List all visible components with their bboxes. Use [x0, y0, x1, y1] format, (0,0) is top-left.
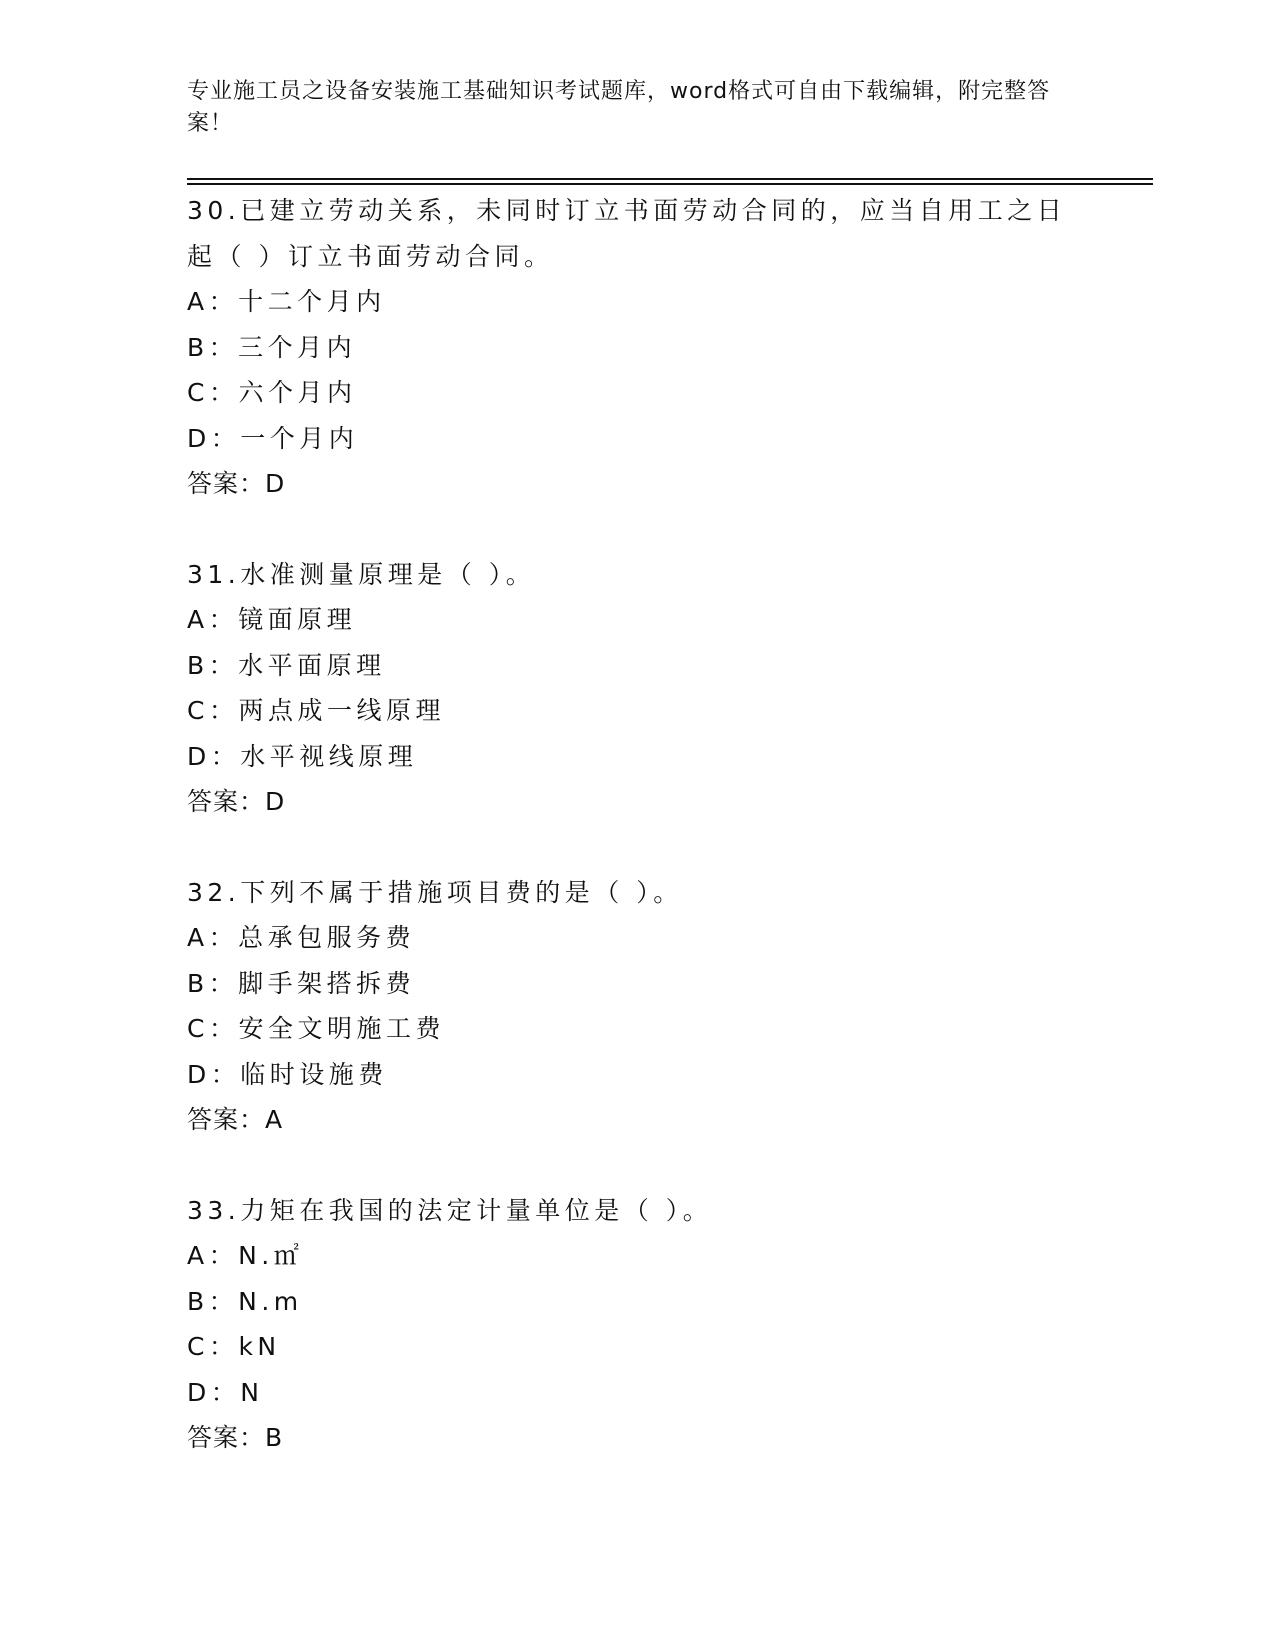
question-spacer — [187, 1143, 1087, 1188]
question-stem: 30.已建立劳动关系，未同时订立书面劳动合同的，应当自用工之日起（ ）订立书面劳动合同。 — [187, 196, 1067, 271]
question-stem: 31.水准测量原理是（ ）。 — [187, 559, 536, 589]
question-30 — [187, 188, 1087, 507]
answer-line: 答案：D — [187, 469, 286, 498]
question-spacer — [187, 507, 1087, 552]
answer-line: 答案：D — [187, 787, 286, 816]
question-33 — [187, 1188, 1087, 1461]
option-d: D：N — [187, 1377, 264, 1407]
option-b: B：水平面原理 — [187, 650, 386, 680]
option-d: D：临时设施费 — [187, 1059, 388, 1089]
question-stem: 33.力矩在我国的法定计量单位是（ ）。 — [187, 1195, 713, 1225]
option-c: C：kN — [187, 1332, 281, 1361]
option-c: C：安全文明施工费 — [187, 1014, 445, 1043]
question-spacer — [187, 825, 1087, 870]
question-stem: 32.下列不属于措施项目费的是（ ）。 — [187, 877, 683, 907]
answer-line: 答案：B — [187, 1423, 284, 1452]
question-list — [187, 188, 1087, 1461]
option-a: A：总承包服务费 — [187, 923, 416, 952]
document-intro: 专业施工员之设备安装施工基础知识考试题库，word格式可自由下载编辑，附完整答案！ — [187, 79, 1051, 136]
question-32 — [187, 870, 1087, 1143]
question-31 — [187, 552, 1087, 825]
answer-line: 答案：A — [187, 1105, 284, 1134]
option-b: B：三个月内 — [187, 332, 357, 362]
option-c: C：两点成一线原理 — [187, 696, 445, 725]
option-b: B：N.m — [187, 1286, 303, 1316]
option-c: C：六个月内 — [187, 378, 357, 407]
option-d: D：水平视线原理 — [187, 741, 418, 771]
option-a: A：镜面原理 — [187, 605, 357, 634]
option-a: A：十二个月内 — [187, 287, 386, 316]
option-b: B：脚手架搭拆费 — [187, 968, 416, 998]
header-divider-top — [187, 178, 1153, 180]
option-a: A：N.㎡ — [187, 1241, 304, 1270]
option-d: D：一个月内 — [187, 423, 359, 453]
header-divider-bottom — [187, 183, 1153, 185]
